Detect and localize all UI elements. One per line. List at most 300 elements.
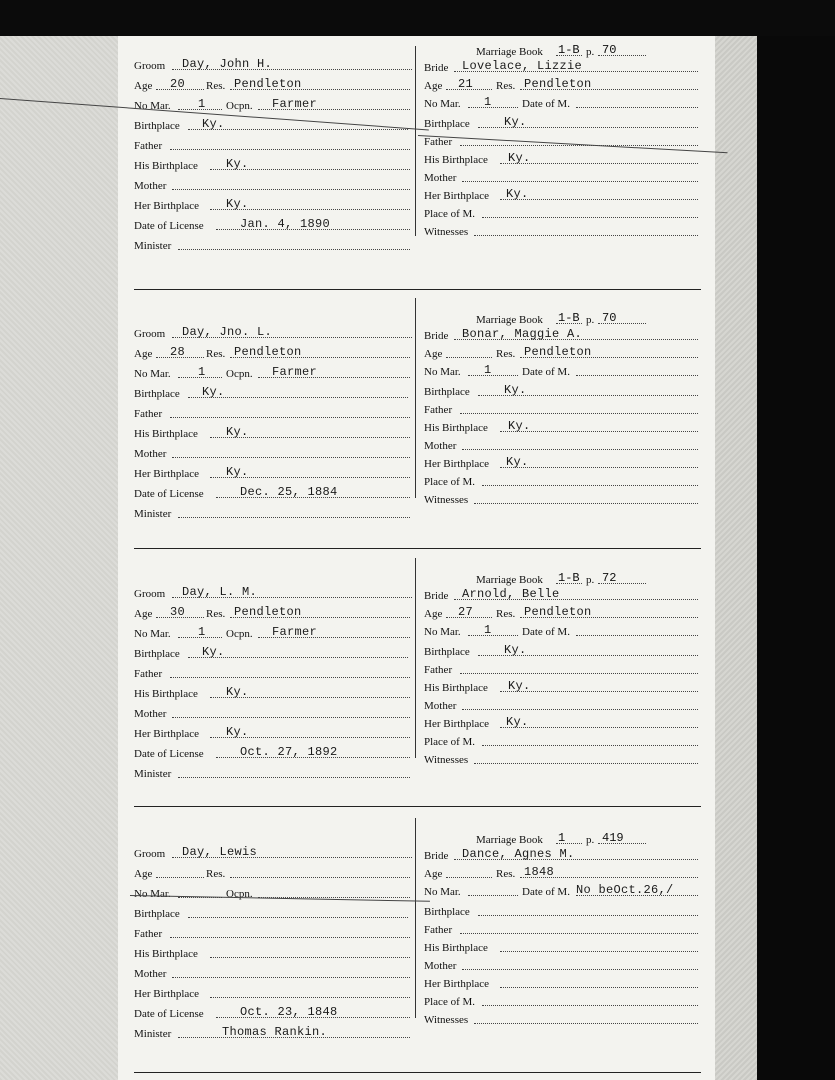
bride-no-mar-value: 1 bbox=[484, 623, 492, 637]
mother-row bbox=[134, 444, 412, 462]
bride-age-value: 27 bbox=[458, 605, 474, 619]
column-divider bbox=[415, 298, 416, 498]
birthplace-row bbox=[134, 384, 412, 402]
father-row bbox=[134, 924, 412, 942]
dotted-line bbox=[446, 357, 492, 358]
dotted-line bbox=[172, 189, 410, 190]
bride-age-row bbox=[424, 604, 700, 622]
dotted-line bbox=[178, 777, 410, 778]
bride-no-mar-label: No Mar. bbox=[424, 886, 461, 898]
bride-place-of-m-row bbox=[424, 992, 700, 1010]
groom-father-label: Father bbox=[134, 408, 163, 420]
groom-father-label: Father bbox=[134, 928, 163, 940]
bride-mother-row bbox=[424, 436, 700, 454]
bride-birthplace-row bbox=[424, 642, 700, 660]
dotted-line bbox=[482, 485, 698, 486]
bride-birthplace-label: Birthplace bbox=[424, 906, 470, 918]
age-row bbox=[134, 344, 412, 362]
dotted-line bbox=[462, 969, 698, 970]
groom-res-value: Pendleton bbox=[234, 345, 302, 359]
groom-minister-label: Minister bbox=[134, 508, 172, 520]
dotted-line bbox=[178, 517, 410, 518]
bride-row bbox=[424, 846, 700, 864]
bride-his-birthplace-value: Ky. bbox=[508, 151, 531, 165]
groom-minister-label: Minister bbox=[134, 768, 172, 780]
bride-birthplace-row bbox=[424, 902, 700, 920]
bride-father-row bbox=[424, 920, 700, 938]
dotted-line bbox=[474, 1023, 698, 1024]
bride-place-of-m-label: Place of M. bbox=[424, 208, 476, 220]
groom-her-birthplace-value: Ky. bbox=[226, 725, 249, 739]
groom-age-value: 28 bbox=[170, 345, 186, 359]
bride-date-of-m-value: No beOct.26,/ bbox=[576, 883, 674, 897]
groom-birthplace-value: Ky. bbox=[202, 117, 225, 131]
bride-her-birthplace-value: Ky. bbox=[506, 455, 529, 469]
bride-age-row bbox=[424, 344, 700, 362]
column-divider bbox=[415, 558, 416, 758]
bride-no-mar-row bbox=[424, 362, 700, 380]
groom-no-mar-label: No Mar. bbox=[134, 368, 171, 380]
age-row bbox=[134, 76, 412, 94]
dotted-line bbox=[446, 877, 492, 878]
dotted-line bbox=[468, 107, 518, 108]
bride-row bbox=[424, 586, 700, 604]
bride-witnesses-row bbox=[424, 222, 700, 240]
groom-no-mar-value: 1 bbox=[198, 365, 206, 379]
groom-father-label: Father bbox=[134, 668, 163, 680]
father-row bbox=[134, 664, 412, 682]
groom-no-mar-label: No Mar. bbox=[134, 628, 171, 640]
bride-his-birthplace-label: His Birthplace bbox=[424, 682, 488, 694]
groom-name-value: Day, Jno. L. bbox=[182, 325, 273, 339]
groom-no-mar-label: No Mar. bbox=[134, 888, 171, 900]
dotted-line bbox=[230, 877, 410, 878]
bride-date-of-m-label: Date of M. bbox=[522, 98, 570, 110]
bride-no-mar-row bbox=[424, 882, 700, 900]
groom-his-birthplace-label: His Birthplace bbox=[134, 948, 198, 960]
bride-father-label: Father bbox=[424, 664, 453, 676]
bride-no-mar-value: 1 bbox=[484, 363, 492, 377]
bride-father-row bbox=[424, 132, 700, 150]
page-value: 72 bbox=[602, 571, 617, 585]
groom-res-label: Res. bbox=[206, 608, 226, 620]
bride-name-value: Dance, Agnes M. bbox=[462, 847, 575, 861]
groom-mother-label: Mother bbox=[134, 180, 167, 192]
groom-her-birthplace-label: Her Birthplace bbox=[134, 200, 200, 212]
bride-age-label: Age bbox=[424, 348, 443, 360]
dotted-line bbox=[576, 635, 698, 636]
bride-res-label: Res. bbox=[496, 868, 516, 880]
column-divider bbox=[415, 818, 416, 1018]
minister-row bbox=[134, 236, 412, 254]
dotted-line bbox=[474, 235, 698, 236]
scan-margin-right bbox=[715, 36, 757, 1080]
bride-age-label: Age bbox=[424, 608, 443, 620]
her-birthplace-row bbox=[134, 984, 412, 1002]
scan-right-border bbox=[757, 36, 835, 1080]
groom-date-of-license-value: Oct. 27, 1892 bbox=[240, 745, 338, 759]
groom-age-label: Age bbox=[134, 868, 153, 880]
date-of-license-row bbox=[134, 1004, 412, 1022]
dotted-line bbox=[156, 877, 204, 878]
bride-name-label: Bride bbox=[424, 62, 449, 74]
dotted-line bbox=[460, 933, 698, 934]
marriage-book-value: 1-B bbox=[558, 43, 580, 57]
bride-his-birthplace-value: Ky. bbox=[508, 419, 531, 433]
dotted-line bbox=[500, 199, 698, 200]
groom-age-value: 30 bbox=[170, 605, 186, 619]
dotted-line bbox=[172, 717, 410, 718]
dotted-line bbox=[478, 915, 698, 916]
bride-no-mar-row bbox=[424, 94, 700, 112]
father-row bbox=[134, 136, 412, 154]
bride-name-label: Bride bbox=[424, 590, 449, 602]
dotted-line bbox=[210, 997, 410, 998]
marriage-book-label: Marriage Book bbox=[476, 834, 543, 846]
groom-res-label: Res. bbox=[206, 868, 226, 880]
bride-date-of-m-label: Date of M. bbox=[522, 886, 570, 898]
bride-birthplace-label: Birthplace bbox=[424, 646, 470, 658]
her-birthplace-row bbox=[134, 196, 412, 214]
page-label: p. bbox=[586, 314, 595, 326]
bride-date-of-m-label: Date of M. bbox=[522, 626, 570, 638]
groom-age-value: 20 bbox=[170, 77, 186, 91]
bride-her-birthplace-row bbox=[424, 454, 700, 472]
dotted-line bbox=[576, 107, 698, 108]
bride-her-birthplace-value: Ky. bbox=[506, 187, 529, 201]
groom-date-of-license-value: Jan. 4, 1890 bbox=[240, 217, 331, 231]
bride-no-mar-label: No Mar. bbox=[424, 366, 461, 378]
bride-age-label: Age bbox=[424, 80, 443, 92]
bride-her-birthplace-row bbox=[424, 714, 700, 732]
groom-no-mar-label: No Mar. bbox=[134, 100, 171, 112]
bride-his-birthplace-label: His Birthplace bbox=[424, 422, 488, 434]
bride-res-value: 1848 bbox=[524, 865, 555, 879]
bride-res-value: Pendleton bbox=[524, 77, 592, 91]
groom-row bbox=[134, 844, 412, 862]
minister-row bbox=[134, 1024, 412, 1042]
bride-her-birthplace-label: Her Birthplace bbox=[424, 190, 490, 202]
age-row bbox=[134, 864, 412, 882]
groom-birthplace-value: Ky. bbox=[202, 385, 225, 399]
groom-name-label: Groom bbox=[134, 60, 166, 72]
bride-no-mar-label: No Mar. bbox=[424, 98, 461, 110]
date-of-license-row bbox=[134, 744, 412, 762]
dotted-line bbox=[500, 987, 698, 988]
scan-margin-left bbox=[0, 36, 118, 1080]
groom-date-of-license-label: Date of License bbox=[134, 488, 204, 500]
bride-no-mar-value: 1 bbox=[484, 95, 492, 109]
dotted-line bbox=[462, 449, 698, 450]
age-row bbox=[134, 604, 412, 622]
groom-her-birthplace-label: Her Birthplace bbox=[134, 728, 200, 740]
groom-his-birthplace-label: His Birthplace bbox=[134, 428, 198, 440]
groom-no-mar-value: 1 bbox=[198, 97, 206, 111]
bride-mother-label: Mother bbox=[424, 172, 457, 184]
bride-his-birthplace-row bbox=[424, 150, 700, 168]
groom-birthplace-label: Birthplace bbox=[134, 388, 180, 400]
groom-birthplace-label: Birthplace bbox=[134, 648, 180, 660]
bride-name-value: Arnold, Belle bbox=[462, 587, 560, 601]
dotted-line bbox=[170, 149, 410, 150]
record-separator bbox=[134, 806, 701, 807]
dotted-line bbox=[172, 457, 410, 458]
marriage-book-value: 1 bbox=[558, 831, 566, 845]
dotted-line bbox=[482, 745, 698, 746]
groom-birthplace-value: Ky. bbox=[202, 645, 225, 659]
dotted-line bbox=[500, 951, 698, 952]
her-birthplace-row bbox=[134, 724, 412, 742]
page-label: p. bbox=[586, 574, 595, 586]
bride-place-of-m-label: Place of M. bbox=[424, 996, 476, 1008]
minister-row bbox=[134, 764, 412, 782]
bride-witnesses-label: Witnesses bbox=[424, 754, 469, 766]
bride-date-of-m-label: Date of M. bbox=[522, 366, 570, 378]
groom-his-birthplace-value: Ky. bbox=[226, 425, 249, 439]
dotted-line bbox=[188, 917, 408, 918]
groom-his-birthplace-label: His Birthplace bbox=[134, 688, 198, 700]
dotted-line bbox=[462, 181, 698, 182]
dotted-line bbox=[482, 217, 698, 218]
bride-birthplace-value: Ky. bbox=[504, 383, 527, 397]
groom-date-of-license-value: Dec. 25, 1884 bbox=[240, 485, 338, 499]
his-birthplace-row bbox=[134, 424, 412, 442]
bride-her-birthplace-label: Her Birthplace bbox=[424, 978, 490, 990]
groom-his-birthplace-value: Ky. bbox=[226, 685, 249, 699]
bride-witnesses-label: Witnesses bbox=[424, 226, 469, 238]
bride-witnesses-label: Witnesses bbox=[424, 494, 469, 506]
groom-her-birthplace-label: Her Birthplace bbox=[134, 468, 200, 480]
page-label: p. bbox=[586, 834, 595, 846]
groom-ocpn-label: Ocpn. bbox=[226, 100, 253, 112]
bride-his-birthplace-label: His Birthplace bbox=[424, 154, 488, 166]
groom-ocpn-value: Farmer bbox=[272, 97, 318, 111]
no-mar-row bbox=[134, 624, 412, 642]
bride-witnesses-row bbox=[424, 490, 700, 508]
birthplace-row bbox=[134, 644, 412, 662]
groom-name-value: Day, John H. bbox=[182, 57, 273, 71]
bride-row bbox=[424, 58, 700, 76]
groom-name-label: Groom bbox=[134, 848, 166, 860]
dotted-line bbox=[170, 937, 410, 938]
bride-place-of-m-label: Place of M. bbox=[424, 476, 476, 488]
groom-mother-label: Mother bbox=[134, 448, 167, 460]
dotted-line bbox=[500, 467, 698, 468]
bride-name-value: Bonar, Maggie A. bbox=[462, 327, 583, 341]
dotted-line bbox=[170, 677, 410, 678]
bride-no-mar-label: No Mar. bbox=[424, 626, 461, 638]
bride-res-label: Res. bbox=[496, 348, 516, 360]
groom-ocpn-label: Ocpn. bbox=[226, 888, 253, 900]
birthplace-row bbox=[134, 904, 412, 922]
bride-place-of-m-row bbox=[424, 472, 700, 490]
no-mar-row bbox=[134, 364, 412, 382]
bride-her-birthplace-label: Her Birthplace bbox=[424, 458, 490, 470]
bride-mother-row bbox=[424, 168, 700, 186]
record-separator bbox=[134, 1072, 701, 1073]
dotted-line bbox=[474, 503, 698, 504]
bride-birthplace-label: Birthplace bbox=[424, 118, 470, 130]
groom-ocpn-value: Farmer bbox=[272, 365, 318, 379]
bride-place-of-m-row bbox=[424, 732, 700, 750]
groom-date-of-license-label: Date of License bbox=[134, 748, 204, 760]
bride-res-label: Res. bbox=[496, 80, 516, 92]
groom-her-birthplace-label: Her Birthplace bbox=[134, 988, 200, 1000]
groom-ocpn-label: Ocpn. bbox=[226, 368, 253, 380]
bride-res-label: Res. bbox=[496, 608, 516, 620]
bride-father-label: Father bbox=[424, 404, 453, 416]
groom-age-label: Age bbox=[134, 608, 153, 620]
bride-her-birthplace-row bbox=[424, 186, 700, 204]
dotted-line bbox=[460, 673, 698, 674]
dotted-line bbox=[172, 977, 410, 978]
dotted-line bbox=[460, 413, 698, 414]
groom-date-of-license-label: Date of License bbox=[134, 220, 204, 232]
dotted-line bbox=[170, 417, 410, 418]
his-birthplace-row bbox=[134, 684, 412, 702]
bride-name-label: Bride bbox=[424, 850, 449, 862]
groom-row bbox=[134, 324, 412, 342]
dotted-line bbox=[468, 635, 518, 636]
bride-res-value: Pendleton bbox=[524, 605, 592, 619]
mother-row bbox=[134, 176, 412, 194]
his-birthplace-row bbox=[134, 944, 412, 962]
bride-row bbox=[424, 326, 700, 344]
bride-mother-label: Mother bbox=[424, 700, 457, 712]
groom-her-birthplace-value: Ky. bbox=[226, 197, 249, 211]
groom-name-value: Day, L. M. bbox=[182, 585, 258, 599]
page-label: p. bbox=[586, 46, 595, 58]
father-row bbox=[134, 404, 412, 422]
dotted-line bbox=[178, 249, 410, 250]
bride-age-row bbox=[424, 76, 700, 94]
bride-his-birthplace-label: His Birthplace bbox=[424, 942, 488, 954]
groom-date-of-license-label: Date of License bbox=[134, 1008, 204, 1020]
groom-date-of-license-value: Oct. 23, 1848 bbox=[240, 1005, 338, 1019]
groom-res-value: Pendleton bbox=[234, 77, 302, 91]
groom-res-label: Res. bbox=[206, 348, 226, 360]
groom-father-label: Father bbox=[134, 140, 163, 152]
groom-birthplace-label: Birthplace bbox=[134, 908, 180, 920]
bride-her-birthplace-row bbox=[424, 974, 700, 992]
groom-birthplace-label: Birthplace bbox=[134, 120, 180, 132]
bride-birthplace-row bbox=[424, 114, 700, 132]
marriage-book-value: 1-B bbox=[558, 311, 580, 325]
bride-witnesses-row bbox=[424, 750, 700, 768]
column-divider bbox=[415, 46, 416, 236]
record-separator bbox=[134, 548, 701, 549]
bride-mother-label: Mother bbox=[424, 960, 457, 972]
groom-his-birthplace-value: Ky. bbox=[226, 157, 249, 171]
groom-res-value: Pendleton bbox=[234, 605, 302, 619]
dotted-line bbox=[482, 1005, 698, 1006]
bride-no-mar-row bbox=[424, 622, 700, 640]
groom-no-mar-value: 1 bbox=[198, 625, 206, 639]
bride-father-row bbox=[424, 660, 700, 678]
bride-age-value: 21 bbox=[458, 77, 474, 91]
bride-his-birthplace-value: Ky. bbox=[508, 679, 531, 693]
groom-mother-label: Mother bbox=[134, 968, 167, 980]
groom-name-label: Groom bbox=[134, 328, 166, 340]
record-separator bbox=[134, 289, 701, 290]
groom-name-label: Groom bbox=[134, 588, 166, 600]
groom-row bbox=[134, 584, 412, 602]
marriage-book-label: Marriage Book bbox=[476, 574, 543, 586]
bride-mother-row bbox=[424, 956, 700, 974]
date-of-license-row bbox=[134, 484, 412, 502]
mother-row bbox=[134, 964, 412, 982]
mother-row bbox=[134, 704, 412, 722]
bride-birthplace-value: Ky. bbox=[504, 643, 527, 657]
bride-his-birthplace-row bbox=[424, 678, 700, 696]
scan-top-border bbox=[0, 0, 835, 36]
groom-her-birthplace-value: Ky. bbox=[226, 465, 249, 479]
bride-mother-label: Mother bbox=[424, 440, 457, 452]
page-value: 419 bbox=[602, 831, 624, 845]
bride-witnesses-label: Witnesses bbox=[424, 1014, 469, 1026]
dotted-line bbox=[500, 727, 698, 728]
groom-minister-value: Thomas Rankin. bbox=[222, 1025, 328, 1039]
bride-birthplace-label: Birthplace bbox=[424, 386, 470, 398]
her-birthplace-row bbox=[134, 464, 412, 482]
bride-his-birthplace-row bbox=[424, 418, 700, 436]
groom-row bbox=[134, 56, 412, 74]
bride-name-value: Lovelace, Lizzie bbox=[462, 59, 583, 73]
dotted-line bbox=[576, 375, 698, 376]
bride-age-row bbox=[424, 864, 700, 882]
dotted-line bbox=[462, 709, 698, 710]
groom-res-label: Res. bbox=[206, 80, 226, 92]
bride-his-birthplace-row bbox=[424, 938, 700, 956]
his-birthplace-row bbox=[134, 156, 412, 174]
page-value: 70 bbox=[602, 43, 617, 57]
groom-his-birthplace-label: His Birthplace bbox=[134, 160, 198, 172]
groom-ocpn-value: Farmer bbox=[272, 625, 318, 639]
dotted-line bbox=[468, 895, 518, 896]
bride-birthplace-value: Ky. bbox=[504, 115, 527, 129]
marriage-book-label: Marriage Book bbox=[476, 314, 543, 326]
bride-father-label: Father bbox=[424, 924, 453, 936]
dotted-line bbox=[468, 375, 518, 376]
bride-birthplace-row bbox=[424, 382, 700, 400]
marriage-book-value: 1-B bbox=[558, 571, 580, 585]
bride-res-value: Pendleton bbox=[524, 345, 592, 359]
date-of-license-row bbox=[134, 216, 412, 234]
dotted-line bbox=[474, 763, 698, 764]
bride-witnesses-row bbox=[424, 1010, 700, 1028]
groom-ocpn-label: Ocpn. bbox=[226, 628, 253, 640]
groom-minister-label: Minister bbox=[134, 240, 172, 252]
groom-mother-label: Mother bbox=[134, 708, 167, 720]
dotted-line bbox=[210, 957, 410, 958]
groom-age-label: Age bbox=[134, 348, 153, 360]
bride-age-label: Age bbox=[424, 868, 443, 880]
groom-minister-label: Minister bbox=[134, 1028, 172, 1040]
groom-name-value: Day, Lewis bbox=[182, 845, 258, 859]
minister-row bbox=[134, 504, 412, 522]
page-value: 70 bbox=[602, 311, 617, 325]
bride-her-birthplace-label: Her Birthplace bbox=[424, 718, 490, 730]
marriage-book-label: Marriage Book bbox=[476, 46, 543, 58]
bride-name-label: Bride bbox=[424, 330, 449, 342]
bride-mother-row bbox=[424, 696, 700, 714]
bride-her-birthplace-value: Ky. bbox=[506, 715, 529, 729]
bride-father-row bbox=[424, 400, 700, 418]
bride-place-of-m-row bbox=[424, 204, 700, 222]
bride-place-of-m-label: Place of M. bbox=[424, 736, 476, 748]
groom-age-label: Age bbox=[134, 80, 153, 92]
bride-father-label: Father bbox=[424, 136, 453, 148]
